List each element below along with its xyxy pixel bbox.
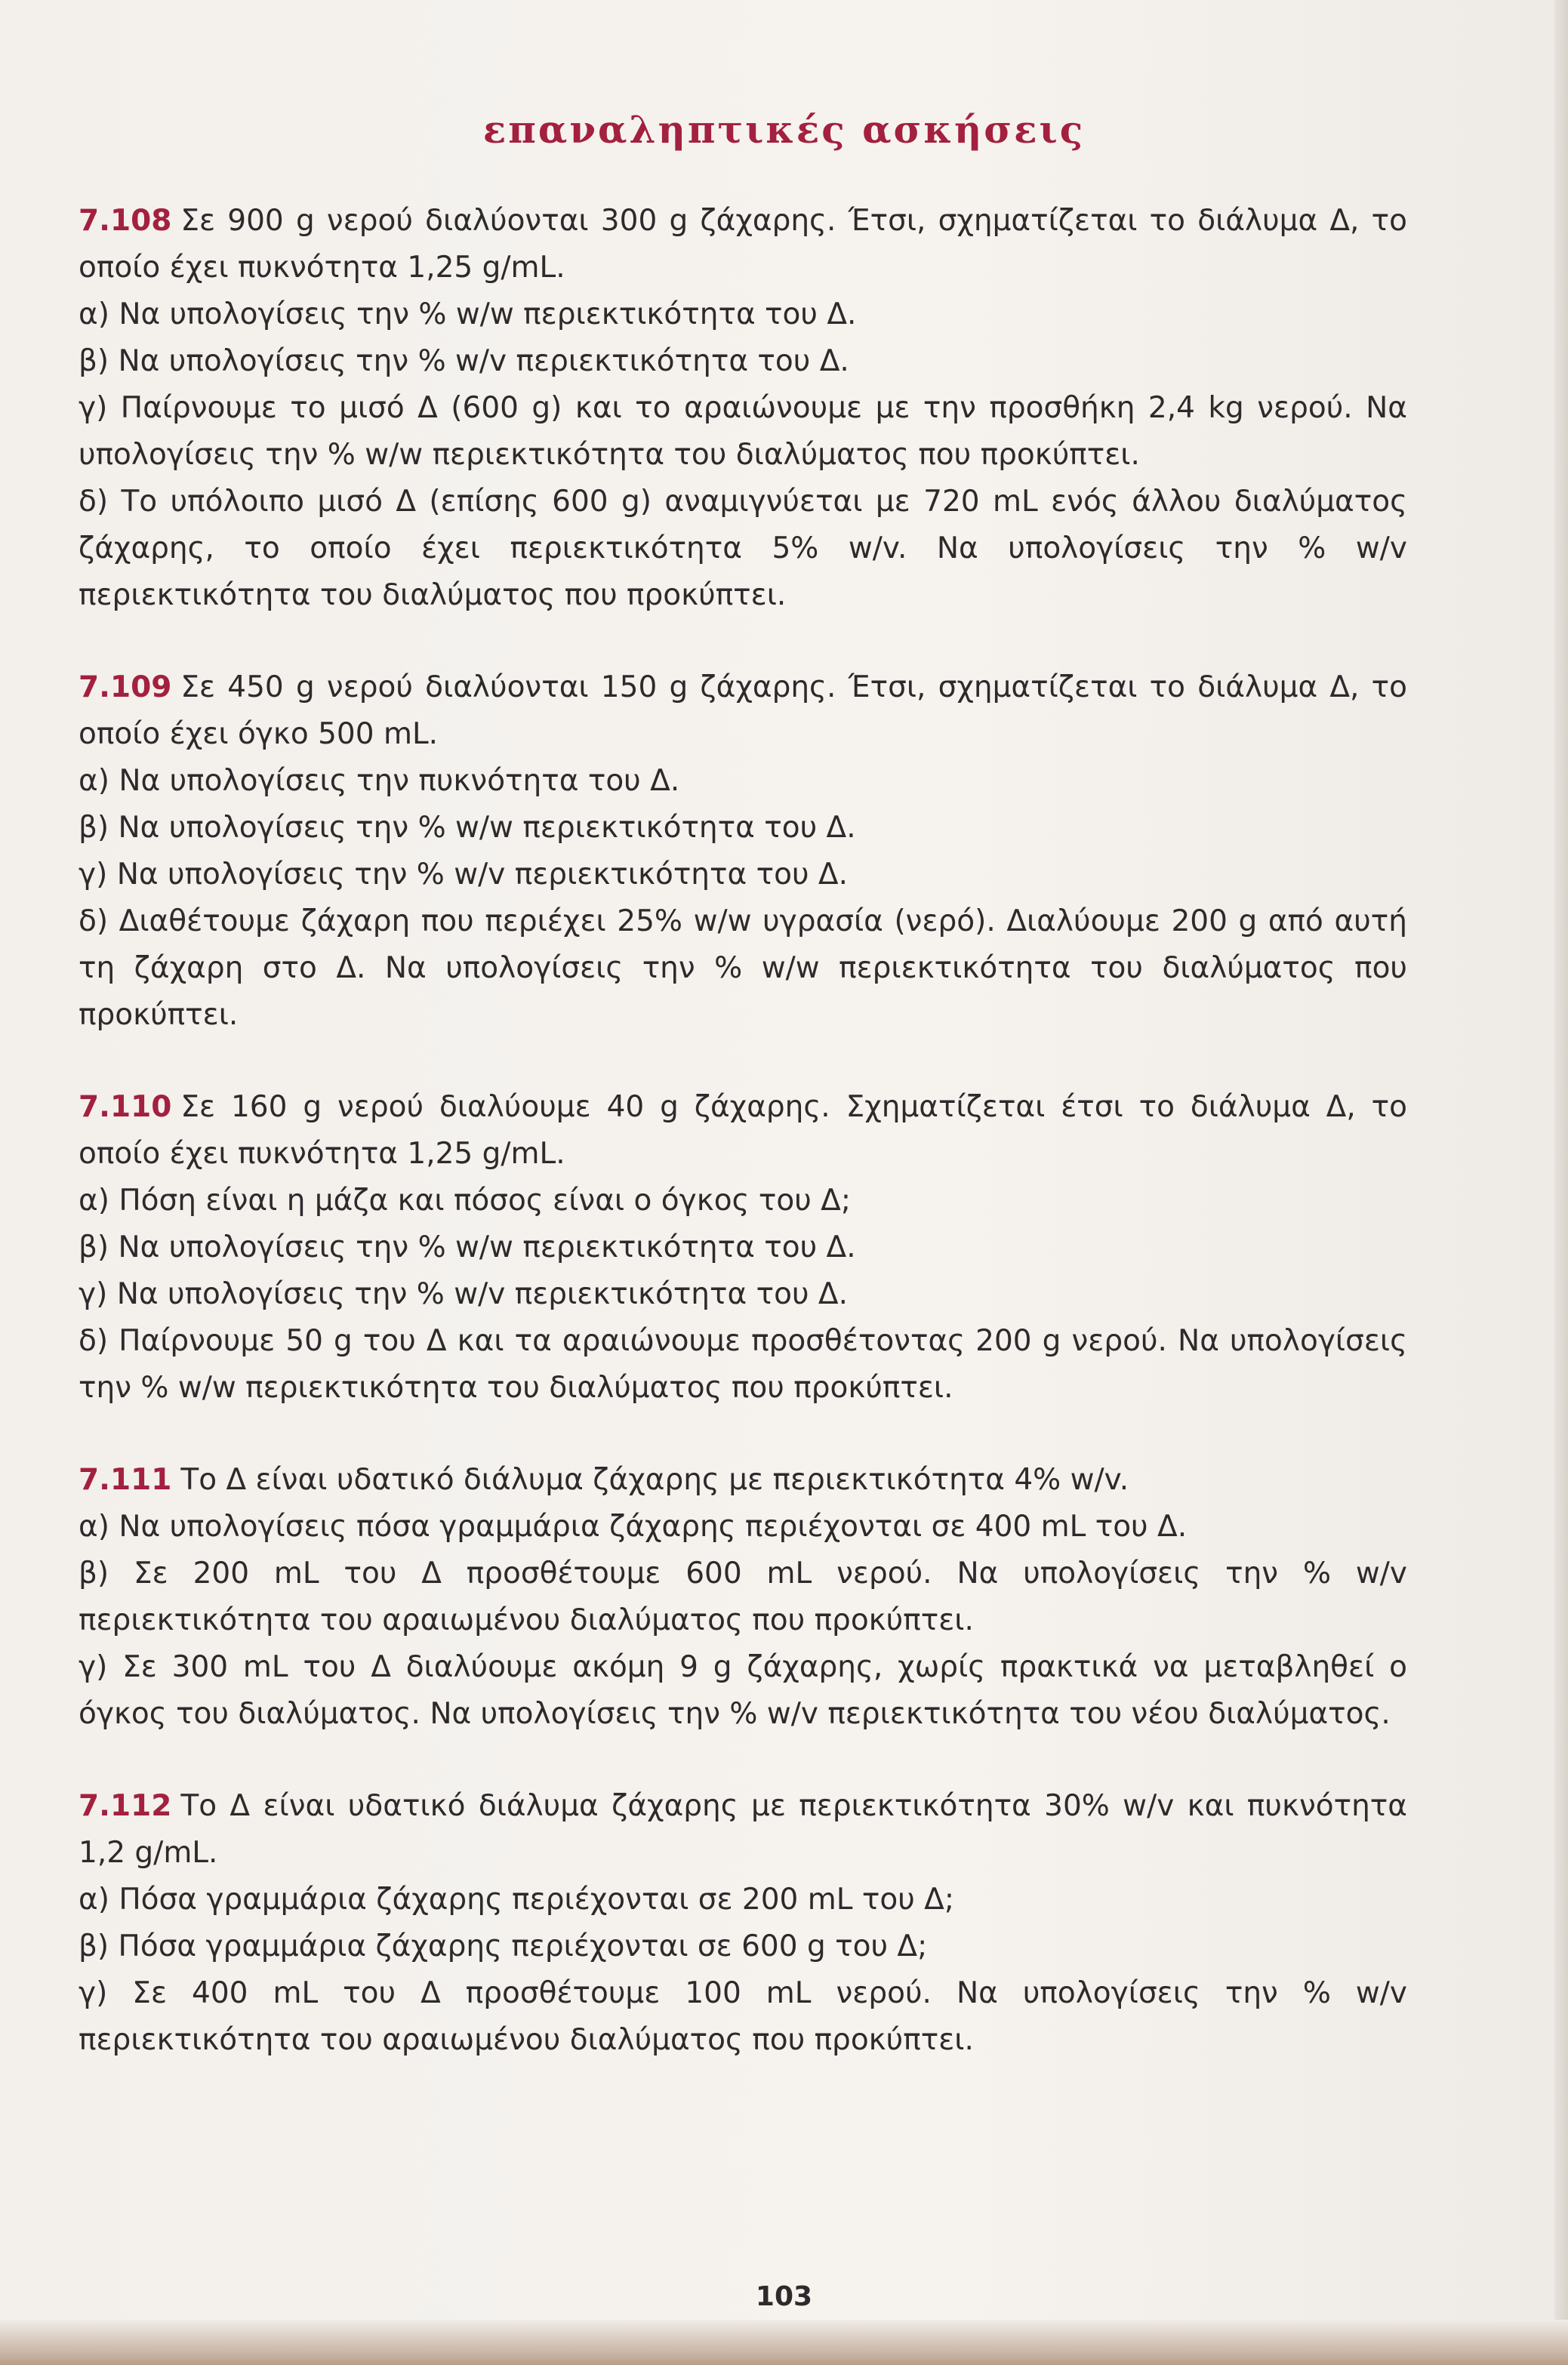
section-heading: επαναληπτικές ασκήσεις [482,107,1086,152]
page-bottom-edge [0,2320,1568,2365]
exercise-intro-text: Το Δ είναι υδατικό διάλυμα ζάχαρης με περιεκτικότητα 30% w/v και πυκνότητα 1,2 g/mL. [79,1789,1407,1870]
exercise-part: α) Να υπολογίσεις πόσα γραμμάρια ζάχαρης περιέχονται σε 400 mL του Δ. [79,1510,1188,1544]
exercise-part: δ) Το υπόλοιπο μισό Δ (επίσης 600 g) αναμιγνύεται με 720 mL ενός άλλου διαλύματος ζάχαρης, το οποίο έχει περιεκτικότητα 5% w/v. Να υπολογίσεις την % w/v περιεκτικότητα του διαλύματος που προκύπτει. [79,485,1407,612]
exercise-intro-text: Σε 900 g νερού διαλύονται 300 g ζάχαρης. Έτσι, σχηματίζεται το διάλυμα Δ, το οποίο έχει πυκνότητα 1,25 g/mL. [79,204,1407,285]
exercise-part: γ) Σε 300 mL του Δ διαλύουμε ακόμη 9 g ζάχαρης, χωρίς πρακτικά να μεταβληθεί ο όγκος του διαλύματος. Να υπολογίσεις την % w/v περιεκτικότητα του νέου διαλύματος. [79,1650,1407,1731]
exercise-intro [79,1783,1407,1877]
exercise-intro-text: Σε 160 g νερού διαλύουμε 40 g ζάχαρης. Σχηματίζεται έτσι το διάλυμα Δ, το οποίο έχει πυκνότητα 1,25 g/mL. [79,1090,1407,1171]
page-edge [1554,0,1568,2365]
exercise-intro [79,198,1407,291]
exercise-part: α) Να υπολογίσεις την πυκνότητα του Δ. [79,764,680,798]
exercise-part: α) Να υπολογίσεις την % w/w περιεκτικότητα του Δ. [79,297,857,331]
exercise-intro-text: Το Δ είναι υδατικό διάλυμα ζάχαρης με περιεκτικότητα 4% w/v. [180,1463,1129,1497]
exercise-part: γ) Σε 400 mL του Δ προσθέτουμε 100 mL νερού. Να υπολογίσεις την % w/v περιεκτικότητα του αραιωμένου διαλύματος που προκύπτει. [79,1976,1407,2057]
exercise-part: δ) Παίρνουμε 50 g του Δ και τα αραιώνουμε προσθέτοντας 200 g νερού. Να υπολογίσεις την % w/w περιεκτικότητα του διαλύματος που προκύπτει. [79,1324,1407,1405]
exercise-7-112 [79,1783,1407,2064]
exercise-7-108 [79,198,1407,619]
exercise-part: γ) Παίρνουμε το μισό Δ (600 g) και το αραιώνουμε με την προσθήκη 2,4 kg νερού. Να υπολογίσεις την % w/w περιεκτικότητα του διαλύματος που προκύπτει. [79,391,1407,472]
exercise-part: β) Σε 200 mL του Δ προσθέτουμε 600 mL νερού. Να υπολογίσεις την % w/v περιεκτικότητα του αραιωμένου διαλύματος που προκύπτει. [79,1557,1407,1637]
exercise-number: 7.111 [79,1463,172,1497]
exercise-part: α) Πόση είναι η μάζα και πόσος είναι ο όγκος του Δ; [79,1184,851,1218]
exercise-part: γ) Να υπολογίσεις την % w/v περιεκτικότητα του Δ. [79,858,848,891]
exercise-part: β) Να υπολογίσεις την % w/w περιεκτικότητα του Δ. [79,1230,856,1264]
exercise-part: δ) Διαθέτουμε ζάχαρη που περιέχει 25% w/w υγρασία (νερό). Διαλύουμε 200 g από αυτή τη ζάχαρη στο Δ. Να υπολογίσεις την % w/w περιεκτικότητα του διαλύματος που προκύπτει. [79,904,1407,1032]
page-number: 103 [755,2281,813,2312]
exercise-7-111 [79,1457,1407,1738]
exercise-part: β) Να υπολογίσεις την % w/v περιεκτικότητα του Δ. [79,344,849,378]
exercise-part: γ) Να υπολογίσεις την % w/v περιεκτικότητα του Δ. [79,1277,848,1311]
exercise-list [79,198,1407,2109]
exercise-part: β) Να υπολογίσεις την % w/w περιεκτικότητα του Δ. [79,811,856,845]
exercise-intro [79,664,1407,758]
exercise-number: 7.110 [79,1090,172,1124]
exercise-part: β) Πόσα γραμμάρια ζάχαρης περιέχονται σε 600 g του Δ; [79,1929,928,1963]
exercise-7-109 [79,664,1407,1039]
exercise-intro-text: Σε 450 g νερού διαλύονται 150 g ζάχαρης. Έτσι, σχηματίζεται το διάλυμα Δ, το οποίο έχει όγκο 500 mL. [79,670,1407,751]
exercise-part: α) Πόσα γραμμάρια ζάχαρης περιέχονται σε 200 mL του Δ; [79,1883,955,1917]
exercise-intro [79,1084,1407,1178]
exercise-intro [79,1457,1407,1504]
exercise-number: 7.108 [79,204,172,238]
exercise-number: 7.109 [79,670,172,704]
exercise-number: 7.112 [79,1789,172,1823]
exercise-7-110 [79,1084,1407,1412]
